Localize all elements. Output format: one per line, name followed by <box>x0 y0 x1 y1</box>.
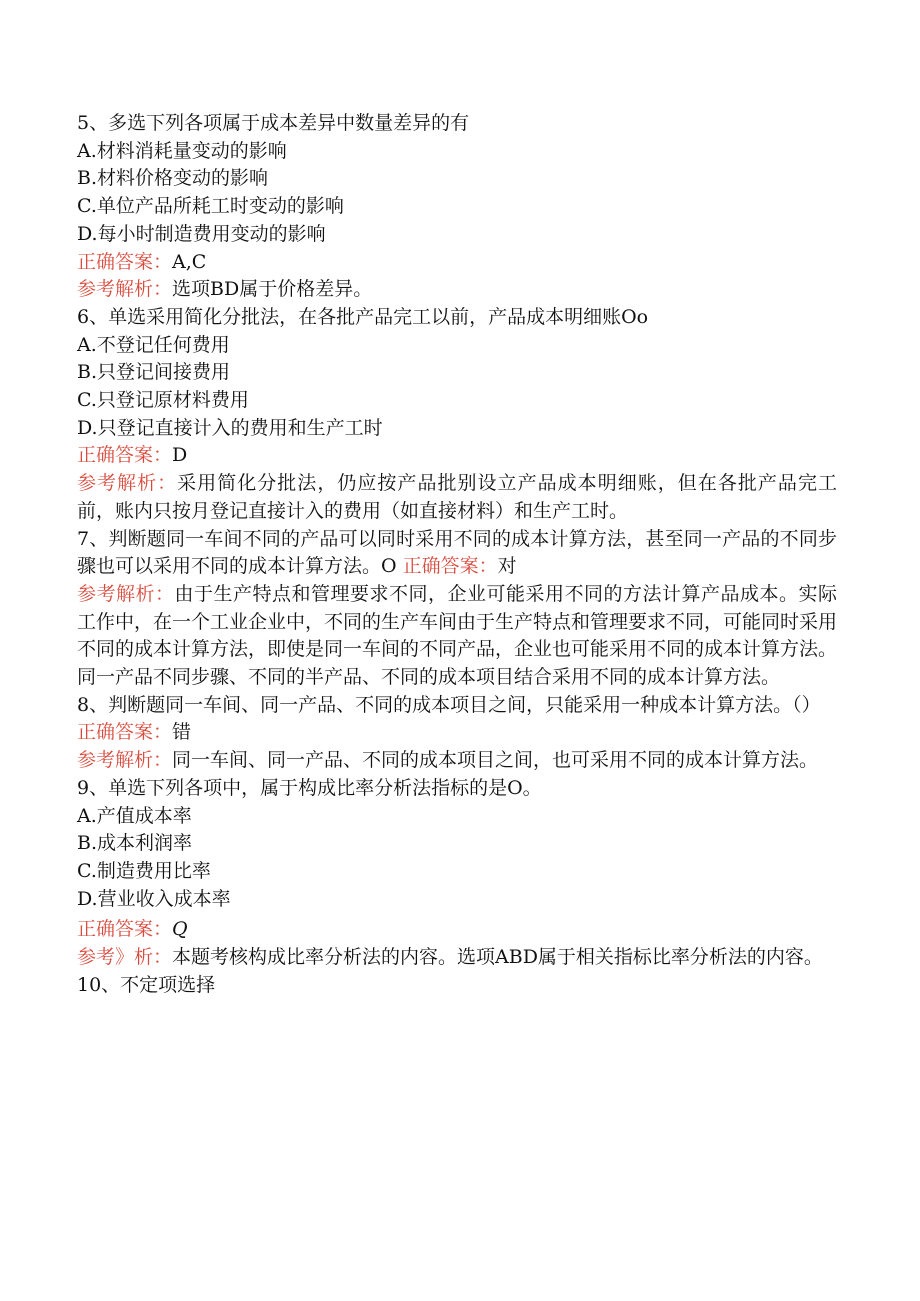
option-a: A.材料消耗量变动的影响 <box>77 139 287 162</box>
answer-label: 正确答案： <box>77 250 173 273</box>
answer-label: 正确答案： <box>77 918 173 941</box>
answer-value: A,C <box>172 250 207 273</box>
answer-line <box>77 916 837 944</box>
answer-label: 正确答案： <box>77 444 173 467</box>
analysis-text: 采用简化分批法，仍应按产品批别设立产品成本明细账，但在各批产品完工前，账内只按月登记直接计入的费用（如直接材料）和生产工时。 <box>77 472 837 522</box>
analysis-label: 参考》析： <box>77 946 173 969</box>
option-c: C.制造费用比率 <box>77 859 211 882</box>
question-heading: 5、多选下列各项属于成本差异中数量差异的有 <box>77 112 470 134</box>
option-c: C.单位产品所耗工时变动的影响 <box>77 195 344 218</box>
question-heading: 9、单选下列各项中，属于构成比率分析法指标的是O。 <box>77 776 542 799</box>
analysis-line <box>77 581 837 692</box>
answer-value: D <box>172 444 188 467</box>
analysis-line <box>77 747 837 775</box>
document-page <box>77 110 837 1000</box>
question-5 <box>77 110 837 304</box>
answer-line <box>77 719 837 747</box>
answer-value: 错 <box>172 721 192 744</box>
analysis-text: 本题考核构成比率分析法的内容。选项ABD属于相关指标比率分析法的内容。 <box>172 946 823 969</box>
question-heading: 8、判断题同一车间、同一产品、不同的成本项目之间，只能采用一种成本计算方法。（） <box>77 693 821 716</box>
answer-value: Q <box>172 918 188 941</box>
answer-value: 对 <box>497 555 517 578</box>
question-9 <box>77 775 837 972</box>
option-b: B.只登记间接费用 <box>77 361 231 384</box>
option-c: C.只登记原材料费用 <box>77 389 249 412</box>
analysis-text: 由于生产特点和管理要求不同，企业可能采用不同的方法计算产品成本。实际工作中，在一个工业企业中，不同的生产车间由于生产特点和管理要求不同，可能同时采用不同的成本计算方法，即使是同一车间的不同产品，企业也可能采用不同的成本计算方法。同一产品不同步骤、不同的半产品、不同的成本项目结合采用不同的成本计算方法。 <box>77 582 838 689</box>
option-a: A.不登记任何费用 <box>77 333 230 356</box>
answer-line <box>77 442 837 470</box>
question-7 <box>77 526 837 692</box>
question-heading: 10、不定项选择 <box>77 973 216 996</box>
analysis-line <box>77 944 837 972</box>
analysis-text: 选项BD属于价格差异。 <box>172 278 373 301</box>
answer-label: 正确答案： <box>77 721 173 744</box>
analysis-label: 参考解析： <box>77 749 173 772</box>
question-heading: 7、判断题同一车间不同的产品可以同时采用不同的成本计算方法，甚至同一产品的不同步骤也可以采用不同的成本计算方法。O <box>77 527 837 578</box>
option-b: B.材料价格变动的影响 <box>77 167 269 190</box>
analysis-label: 参考解析： <box>77 278 173 301</box>
analysis-label: 参考解析： <box>77 582 175 605</box>
analysis-text: 同一车间、同一产品、不同的成本项目之间，也可采用不同的成本计算方法。 <box>172 749 819 772</box>
analysis-line <box>77 470 837 525</box>
option-d: D.营业收入成本率 <box>77 887 231 910</box>
analysis-label: 参考解析： <box>77 472 178 495</box>
question-heading-with-answer <box>77 526 837 581</box>
analysis-line <box>77 276 837 304</box>
question-8 <box>77 692 837 775</box>
option-d: D.只登记直接计入的费用和生产工时 <box>77 416 383 439</box>
question-heading: 6、单选采用简化分批法，在各批产品完工以前，产品成本明细账Oo <box>77 305 649 328</box>
option-a: A.产值成本率 <box>77 804 192 827</box>
option-b: B.成本利润率 <box>77 832 193 855</box>
question-6 <box>77 304 837 526</box>
option-d: D.每小时制造费用变动的影响 <box>77 222 326 245</box>
question-10 <box>77 972 837 1000</box>
answer-label: 正确答案： <box>402 555 498 578</box>
answer-line <box>77 249 837 277</box>
